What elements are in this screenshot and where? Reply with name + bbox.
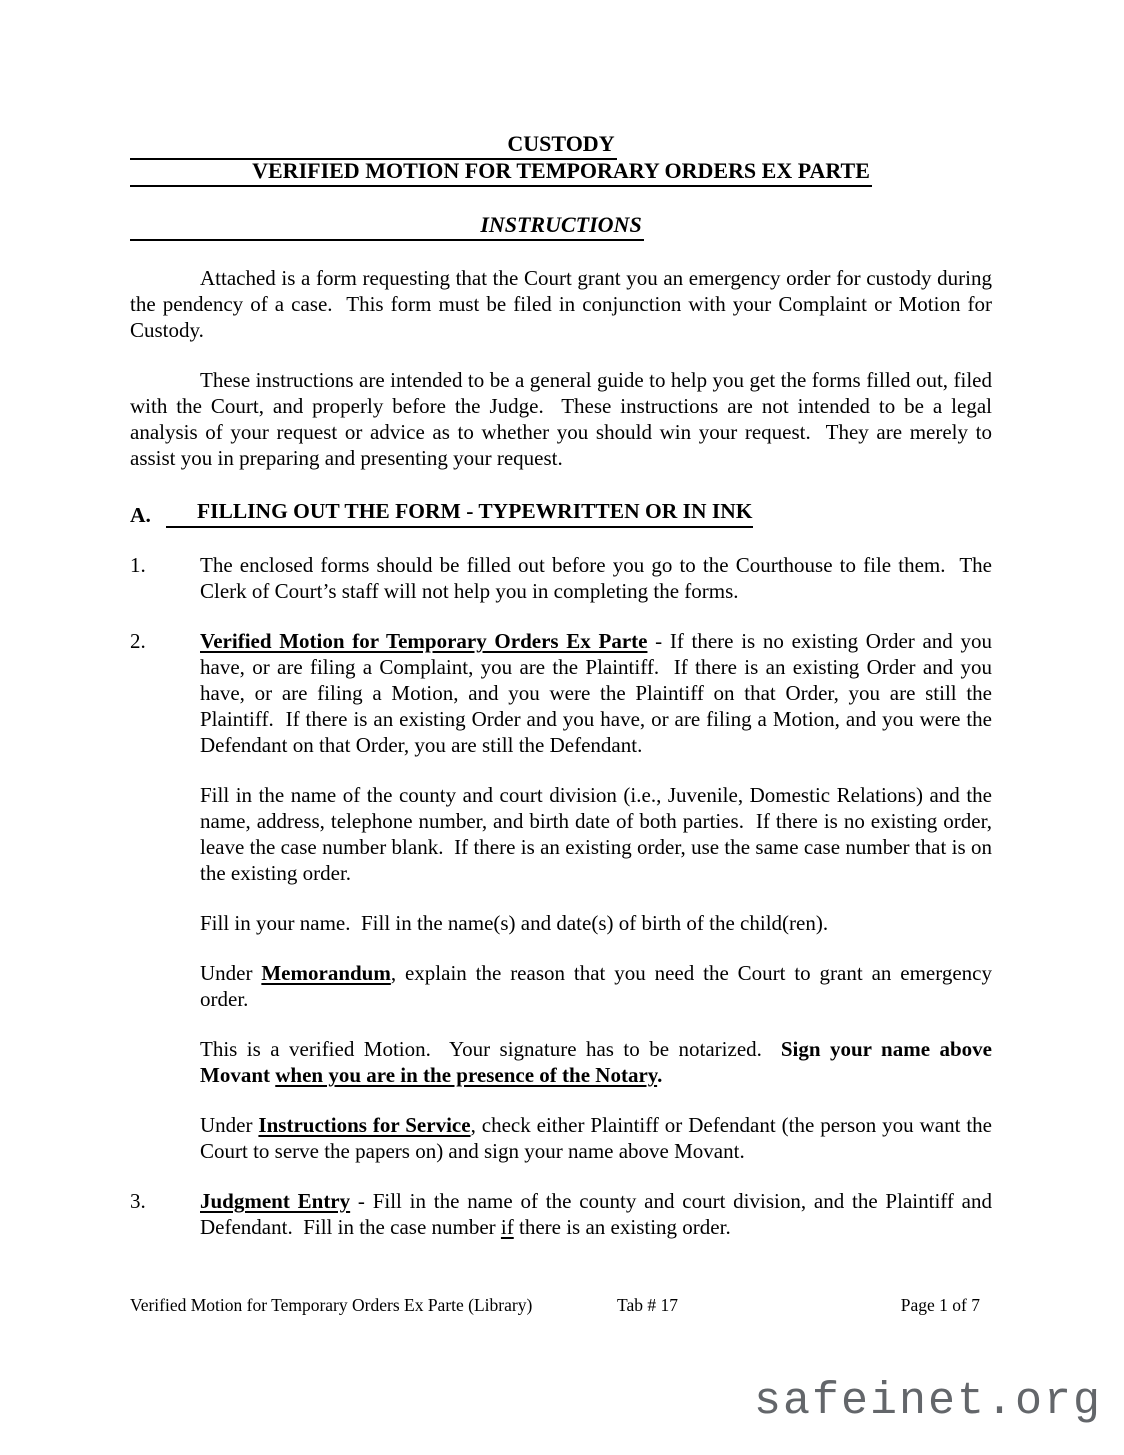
section-a-title: FILLING OUT THE FORM - TYPEWRITTEN OR IN INK [197,499,753,528]
list-item-1 [130,552,992,604]
watermark: safeinet.org [753,1376,1102,1427]
item-3-text: Judgment Entry - Fill in the name of the county and court division, and the Plaintiff and Defendant. Fill in the case number if there is an existing order. [200,1189,992,1239]
item-2-number: 2. [130,629,146,653]
title-underline-leader [130,185,250,187]
section-a-underline-leader [166,526,197,528]
title-instructions-text: INSTRUCTIONS [478,212,643,241]
title-motion-text: VERIFIED MOTION FOR TEMPORARY ORDERS EX PARTE [250,158,872,187]
title-underline-leader [130,239,478,241]
item-1-text: The enclosed forms should be filled out before you go to the Courthouse to file them. The Clerk of Court’s staff will not help you in completing the forms. [200,553,992,603]
subparagraph-fill-name: Fill in your name. Fill in the name(s) and date(s) of birth of the child(ren). [200,911,829,935]
list-item-2 [130,628,992,758]
subparagraph-notarized: This is a verified Motion. Your signature has to be notarized. Sign your name above Movant when you are in the presence of the Notary. [200,1037,992,1087]
section-a-label: A. [130,503,151,527]
subparagraph-county-court: Fill in the name of the county and court division (i.e., Juvenile, Domestic Relations) and the name, address, telephone number, and birth date of both parties. If there is no existing order, leave the case number blank. If there is an existing order, use the same case number that is on the existing order. [200,783,992,885]
title-line-custody [130,133,992,160]
subparagraph-memorandum: Under Memorandum, explain the reason that you need the Court to grant an emergency order. [200,961,992,1011]
document-content [130,133,992,1240]
title-custody-text: CUSTODY [505,131,616,160]
item-2-text: Verified Motion for Temporary Orders Ex Parte - If there is no existing Order and you have, or are filing a Complaint, you are the Plaintiff. If there is an existing Order and you have, or are filing a Motion, and you were the Plaintiff on that Order, you are still the Plaintiff. If there is an existing Order and you have, or are filing a Motion, and you were the Defendant on that Order, you are still the Defendant. [200,629,992,757]
footer-doc-title: Verified Motion for Temporary Orders Ex Parte (Library) [130,1295,533,1315]
footer-tab-number: Tab # 17 [617,1295,678,1315]
section-a-heading [130,499,992,528]
subparagraph-service: Under Instructions for Service, check either Plaintiff or Defendant (the person you want the Court to serve the papers on) and sign your name above Movant. [200,1113,992,1163]
footer-page-number: Page 1 of 7 [900,1295,980,1315]
item-3-number: 3. [130,1189,146,1213]
title-line-instructions [130,214,992,241]
intro-paragraph-1: Attached is a form requesting that the Court grant you an emergency order for custody during the pendency of a case. This form must be filed in conjunction with your Complaint or Motion for Custody. [130,266,992,342]
intro-paragraph-2: These instructions are intended to be a general guide to help you get the forms filled out, filed with the Court, and properly before the Judge. These instructions are not intended to be a legal analysis of your request or advice as to whether you should win your request. They are merely to assist you in preparing and presenting your request. [130,368,992,470]
list-item-3 [130,1188,992,1240]
title-line-motion [130,160,992,187]
item-1-number: 1. [130,553,146,577]
